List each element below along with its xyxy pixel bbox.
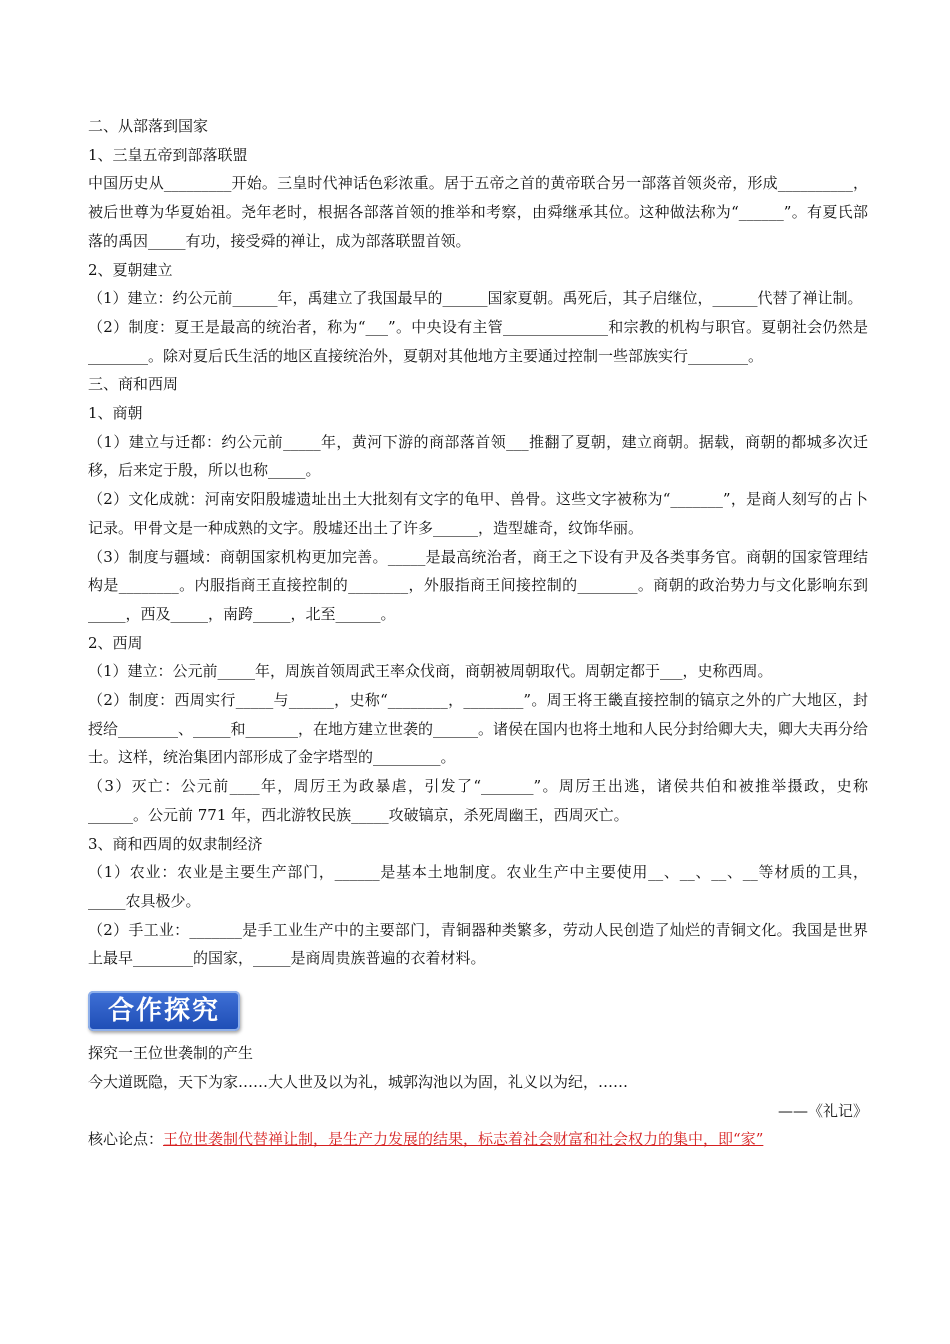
- paragraph: （2）文化成就：河南安阳殷墟遗址出土大批刻有文字的龟甲、兽骨。这些文字被称为“_______”，是商人刻写的占卜记录。甲骨文是一种成熟的文字。殷墟还出土了许多______，造型雄奇，纹饰华丽。: [88, 490, 868, 537]
- paragraph: （1）建立与迁都：约公元前_____年，黄河下游的商部落首领___推翻了夏朝，建立商朝。据载，商朝的都城多次迁移，后来定于殷，所以也称_____。: [88, 432, 868, 480]
- paragraph: （3）灭亡：公元前____年，周厉王为政暴虐，引发了“_______”。周厉王出逃，诸侯共伯和被推举摄政，史称______。公元前 771 年，西北游牧民族_____攻破镐京，杀死周幽王，西周灭亡。: [88, 777, 868, 824]
- paragraph: （2）手工业：_______是手工业生产中的主要部门，青铜器种类繁多，劳动人民创造了灿烂的青铜文化。我国是世界上最早________的国家，_____是商周贵族普遍的衣着材料。: [88, 920, 868, 968]
- paragraph: （2）制度：夏王是最高的统治者，称为“___”。中央设有主管______________和宗教的机构与职官。夏朝社会仍然是________。除对夏后氏生活的地区直接统治外，夏朝对其他地方主要通过控制一些部族实行________。: [88, 317, 868, 365]
- paragraph: （2）制度：西周实行_____与______，史称“________，________”。周王将王畿直接控制的镐京之外的广大地区，封授给________、_____和_______，在地方建立世袭的______。诸侯在国内也将土地和人民分封给卿大夫，卿大夫再分给士。这样，统治集团内部形成了金字塔型的_________。: [88, 691, 869, 767]
- core-argument-text: 王位世袭制代替禅让制，是生产力发展的结果，标志着社会财富和社会权力的集中，即“家”: [163, 1130, 764, 1149]
- subsection-title: 1、商朝: [88, 404, 143, 423]
- core-argument: [88, 1125, 868, 1154]
- paragraph: （3）制度与疆域：商朝国家机构更加完善。_____是最高统治者，商王之下设有尹及各类事务官。商朝的国家管理结构是________。内服指商王直接控制的________，外服指商王间接控制的________。商朝的政治势力与文化影响东到_____，西及_____，南跨_____，北至______。: [88, 547, 868, 623]
- paragraph: （1）农业：农业是主要生产部门，______是基本土地制度。农业生产中主要使用__、__、__、__等材质的工具，_____农具极少。: [88, 863, 868, 910]
- paragraph: （1）建立：约公元前______年，禹建立了我国最早的______国家夏朝。禹死后，其子启继位，______代替了禅让制。: [88, 289, 863, 308]
- core-argument-label: 核心论点：: [88, 1130, 164, 1149]
- subsection-title: 2、西周: [88, 633, 143, 652]
- subsection-title: 3、商和西周的奴隶制经济: [88, 834, 263, 853]
- worksheet-body: [88, 112, 868, 1154]
- quote-source: ——《礼记》: [777, 1101, 868, 1120]
- cooperation-badge: 合作探究: [88, 991, 240, 1031]
- section-heading: 二、从部落到国家: [88, 117, 209, 135]
- quote-text: 今大道既隐，天下为家……大人世及以为礼，城郭沟池以为固，礼义以为纪，……: [88, 1072, 629, 1091]
- subsection-title: 1、三皇五帝到部落联盟: [88, 145, 248, 164]
- topic-title: 探究一王位世袭制的产生: [88, 1044, 254, 1063]
- section-heading: 三、商和西周: [88, 375, 179, 394]
- paragraph: （1）建立：公元前_____年，周族首领周武王率众伐商，商朝被周朝取代。周朝定都于___，史称西周。: [88, 662, 773, 681]
- paragraph: 中国历史从_________开始。三皇时代神话色彩浓重。居于五帝之首的黄帝联合另一部落首领炎帝，形成__________，被后世尊为华夏始祖。尧年老时，根据各部落首领的推举和考察，由舜继承其位。这种做法称为“______”。有夏氏部落的禹因_____有功，接受舜的禅让，成为部落联盟首领。: [88, 174, 868, 250]
- subsection-title: 2、夏朝建立: [88, 260, 173, 279]
